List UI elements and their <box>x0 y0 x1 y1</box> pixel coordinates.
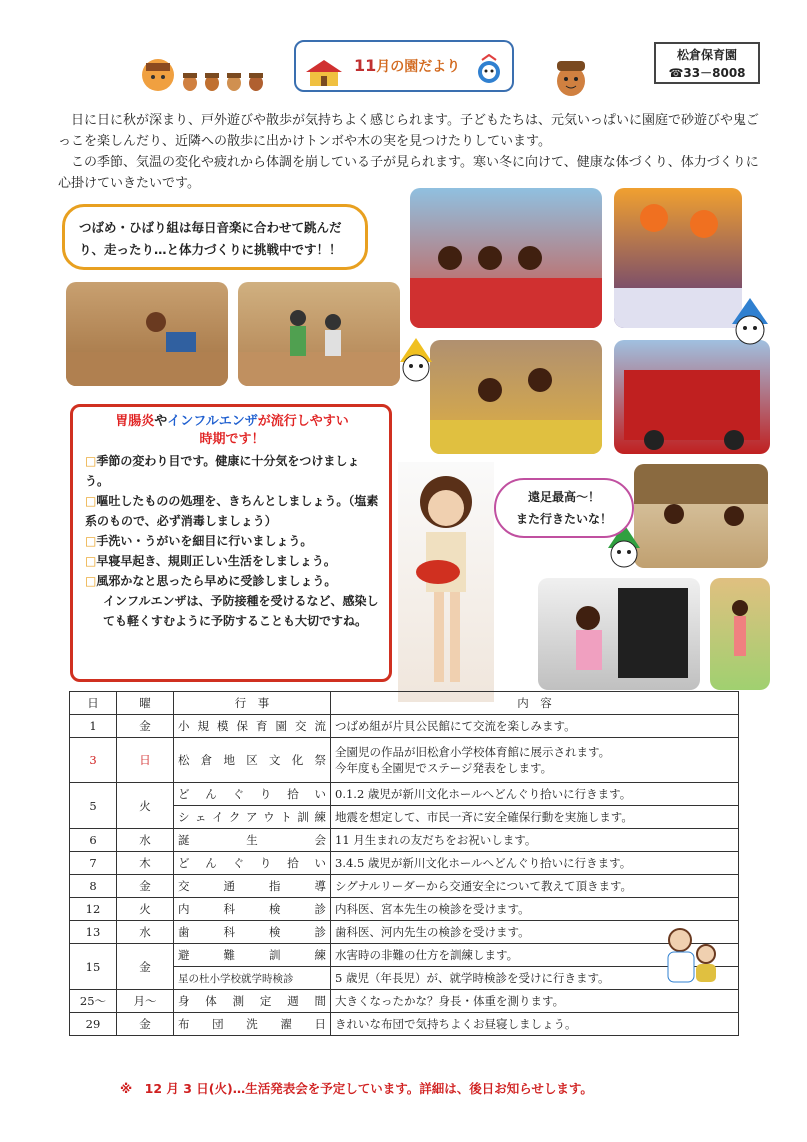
cell-day: 13 <box>70 921 117 944</box>
intro-paragraph: この季節、気温の変化や疲れから体調を崩している子が見られます。寒い冬に向けて、健康な体づくり、体力づくりに心掛けていきたいです。 <box>58 155 759 191</box>
intro-text <box>58 110 760 194</box>
cell-event: 避難訓練 <box>174 944 331 967</box>
cell-content: 水害時の非難の仕方を訓練します。 <box>331 944 739 967</box>
table-row <box>70 944 739 967</box>
title-spread: が流行しやすい <box>257 414 349 429</box>
cell-weekday: 水 <box>117 829 174 852</box>
cell-event: 内科検診 <box>174 898 331 921</box>
table-row <box>70 921 739 944</box>
blue-mascot-icon <box>728 296 772 350</box>
cell-weekday: 金 <box>117 875 174 898</box>
cell-content: 3.4.5 歳児が新川文化ホールへどんぐり拾いに行きます。 <box>331 852 739 875</box>
health-item-text: 早寝早起き、規則正しい生活をしましょう。 <box>96 554 336 568</box>
cell-content: 11 月生まれの友だちをお祝いします。 <box>331 829 739 852</box>
health-item: □風邪かなと思ったら早めに受診しましょう。 <box>85 574 337 588</box>
cell-content: 大きくなったかな？身長・体重を測ります。 <box>331 990 739 1013</box>
cell-day: 3 <box>70 738 117 783</box>
photo-piano-playing <box>538 578 700 690</box>
cell-event: 誕生会 <box>174 829 331 852</box>
health-item-text: 季節の変わり目です。健康に十分気をつけましょう。 <box>85 454 360 488</box>
cell-day: 1 <box>70 715 117 738</box>
cell-event: どんぐり拾い <box>174 783 331 806</box>
organization-info-box <box>654 42 760 84</box>
title-label: 月の園だより <box>376 59 461 75</box>
photo-children-running <box>238 282 400 386</box>
org-phone: ☎33－8008 <box>668 66 746 80</box>
cell-content: 0.1.2 歳児が新川文化ホールへどんぐり拾いに行きます。 <box>331 783 739 806</box>
cell-content: シグナルリーダーから交通安全について教えて頂きます。 <box>331 875 739 898</box>
cell-content: 地震を想定して、市民一斉に安全確保行動を実施します。 <box>331 806 739 829</box>
cell-event: 歯科検診 <box>174 921 331 944</box>
table-row <box>70 898 739 921</box>
cell-content-line: 全園児の作品が旧松倉小学校体育館に展示されます。 <box>335 745 611 759</box>
table-row <box>70 829 739 852</box>
cell-event: 小規模保育園交流 <box>174 715 331 738</box>
health-notice-title <box>85 413 379 431</box>
header-day: 日 <box>70 692 117 715</box>
table-row <box>70 852 739 875</box>
health-notice-box <box>70 404 392 682</box>
photo-picnic-lunch <box>430 340 602 454</box>
doctor-illustration-icon <box>660 924 724 986</box>
photo-child-dancing <box>710 578 770 690</box>
photo-halloween-display <box>614 188 742 328</box>
mascot-icon <box>474 54 504 86</box>
cell-weekday: 水 <box>117 921 174 944</box>
cell-day: 8 <box>70 875 117 898</box>
table-header-row <box>70 692 739 715</box>
cell-day: 15 <box>70 944 117 990</box>
photo-girl-with-bento <box>398 462 494 702</box>
acorn-character-icon <box>553 55 589 97</box>
cell-event: シェイクアウト訓練 <box>174 806 331 829</box>
school-house-icon <box>304 58 344 86</box>
cell-weekday: 木 <box>117 852 174 875</box>
title-gastro: 胃腸炎 <box>115 414 155 429</box>
cell-weekday: 金 <box>117 944 174 990</box>
cell-content: 内科医、宮本先生の検診を受けます。 <box>331 898 739 921</box>
cell-content: きれいな布団で気持ちよくお昼寝しましょう。 <box>331 1013 739 1036</box>
cell-content: つばめ組が片貝公民館にて交流を楽しみます。 <box>331 715 739 738</box>
intro-paragraph: 日に日に秋が深まり、戸外遊びや散歩が気持ちよく感じられます。子どもたちは、元気いっぱいに園庭で砂遊びや鬼ごっこを楽しんだり、近隣への散歩に出かけトンボや木の実を見つけたりしています。 <box>58 113 759 149</box>
health-item-text: 手洗い・うがいを細目に行いましょう。 <box>96 534 313 548</box>
newsletter-title-banner <box>294 40 514 92</box>
footer-notice: ※ 12 月 3 日(火)…生活発表会を予定しています。詳細は、後日お知らせします。 <box>120 1081 593 1096</box>
event-schedule-table <box>69 691 739 1036</box>
cell-day: 25～ <box>70 990 117 1013</box>
bubble-line: 遠足最高～！ <box>527 490 600 504</box>
cell-weekday: 金 <box>117 1013 174 1036</box>
table-row <box>70 738 739 783</box>
cell-event: 松倉地区文化祭 <box>174 738 331 783</box>
header-weekday: 曜 <box>117 692 174 715</box>
table-row <box>70 990 739 1013</box>
yellow-mascot-icon <box>396 336 436 390</box>
cell-day: 5 <box>70 783 117 829</box>
cell-weekday: 火 <box>117 898 174 921</box>
health-item: □季節の変わり目です。健康に十分気をつけましょう。 <box>85 454 360 488</box>
table-row <box>70 715 739 738</box>
title-or: や <box>154 414 168 429</box>
cell-event: 身体測定週間 <box>174 990 331 1013</box>
cell-weekday: 火 <box>117 783 174 829</box>
newsletter-title <box>354 56 460 76</box>
photo-library-reading <box>634 464 768 568</box>
cell-day: 29 <box>70 1013 117 1036</box>
org-name: 松倉保育園 <box>676 48 737 62</box>
cell-weekday: 日 <box>117 738 174 783</box>
table-row <box>70 875 739 898</box>
cell-event: 星の杜小学校就学時検診 <box>174 967 331 990</box>
health-notice-subtitle: 時期です！ <box>199 432 265 447</box>
cell-weekday: 月～ <box>117 990 174 1013</box>
table-row <box>70 1013 739 1036</box>
photo-train-ride <box>410 188 602 328</box>
acorn-decoration <box>140 55 280 95</box>
photo-red-bus <box>614 340 770 454</box>
title-flu: インフルエンザ <box>167 414 258 429</box>
exercise-speech-bubble: つばめ・ひばり組は毎日音楽に合わせて跳んだり、走ったり…と体力づくりに挑戦中です！！ <box>62 204 368 270</box>
excursion-speech-bubble <box>494 478 634 538</box>
cell-content <box>331 738 739 783</box>
cell-event: どんぐり拾い <box>174 852 331 875</box>
table-row <box>70 783 739 806</box>
health-item-text: 嘔吐したものの処理を、きちんとしましょう。（塩素系のもので、必ず消毒しましょう） <box>85 494 379 528</box>
photo-children-crawling <box>66 282 228 386</box>
health-item: □嘔吐したものの処理を、きちんとしましょう。（塩素系のもので、必ず消毒しましょう） <box>85 494 379 528</box>
cell-day: 7 <box>70 852 117 875</box>
health-item: □手洗い・うがいを細目に行いましょう。 <box>85 534 313 548</box>
cell-content: 歯科医、河内先生の検診を受けます。 <box>331 921 739 944</box>
health-item: □早寝早起き、規則正しい生活をしましょう。 <box>85 554 336 568</box>
health-item-text: 風邪かなと思ったら早めに受診しましょう。 <box>96 574 337 588</box>
cell-day: 12 <box>70 898 117 921</box>
cell-weekday: 金 <box>117 715 174 738</box>
header-content: 内 容 <box>331 692 739 715</box>
cell-content: 5 歳児（年長児）が、就学時検診を受けに行きます。 <box>331 967 739 990</box>
cell-event: 交通指導 <box>174 875 331 898</box>
cell-event: 布団洗濯日 <box>174 1013 331 1036</box>
header-event: 行 事 <box>174 692 331 715</box>
title-month: 11 <box>354 56 377 75</box>
health-note: インフルエンザは、予防接種を受けるなど、感染しても軽くすむように予防することも大切ですね。 <box>103 594 379 628</box>
cell-content-line: 今年度も全園児でステージ発表をします。 <box>335 761 553 775</box>
cell-day: 6 <box>70 829 117 852</box>
bubble-line: また行きたいな！ <box>515 512 612 526</box>
